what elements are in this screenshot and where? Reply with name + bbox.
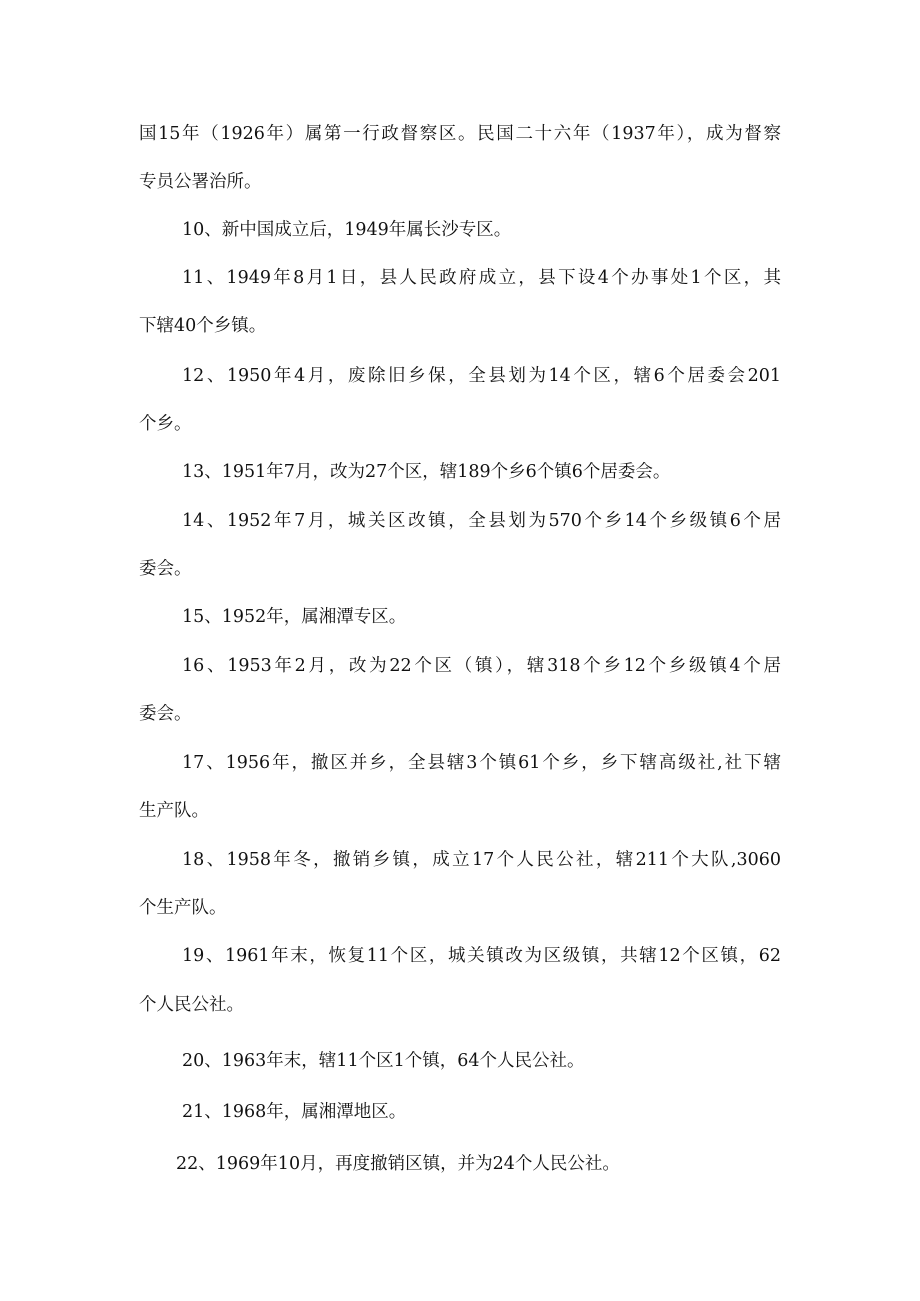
paragraph-line: 19、1961年末，恢复11个区，城关镇改为区级镇，共辖12个区镇，62 (182, 946, 781, 966)
paragraph-line: 生产队。 (139, 801, 209, 821)
paragraph-line: 20、1963年末，辖11个区1个镇，64个人民公社。 (182, 1051, 585, 1071)
paragraph-line: 12、1950年4月，废除旧乡保，全县划为14个区，辖6个居委会201 (182, 366, 781, 386)
paragraph-line: 下辖40个乡镇。 (139, 316, 267, 336)
paragraph-line: 11、1949年8月1日，县人民政府成立，县下设4个办事处1个区，其 (182, 268, 781, 288)
paragraph-line: 18、1958年冬，撤销乡镇，成立17个人民公社，辖211个大队,3060 (182, 850, 781, 870)
paragraph-line: 13、1951年7月，改为27个区，辖189个乡6个镇6个居委会。 (182, 462, 671, 482)
paragraph-line: 21、1968年，属湘潭地区。 (182, 1102, 407, 1122)
paragraph-line: 个生产队。 (139, 898, 227, 918)
paragraph-line: 16、1953年2月，改为22个区（镇），辖318个乡12个乡级镇4个居 (182, 656, 781, 676)
paragraph-line: 国15年（1926年）属第一行政督察区。民国二十六年（1937年），成为督察 (139, 124, 781, 144)
paragraph-line: 14、1952年7月，城关区改镇，全县划为570个乡14个乡级镇6个居 (182, 511, 781, 531)
paragraph-line: 个乡。 (139, 414, 192, 434)
paragraph-line: 22、1969年10月，再度撤销区镇，并为24个人民公社。 (176, 1154, 620, 1174)
paragraph-line: 委会。 (139, 559, 192, 579)
paragraph-line: 专员公署治所。 (139, 172, 262, 192)
paragraph-line: 15、1952年，属湘潭专区。 (182, 607, 407, 627)
paragraph-line: 委会。 (139, 704, 192, 724)
paragraph-line: 10、新中国成立后，1949年属长沙专区。 (182, 220, 512, 240)
paragraph-line: 个人民公社。 (139, 995, 244, 1015)
paragraph-line: 17、1956年，撤区并乡，全县辖3个镇61个乡，乡下辖高级社,社下辖 (182, 753, 781, 773)
